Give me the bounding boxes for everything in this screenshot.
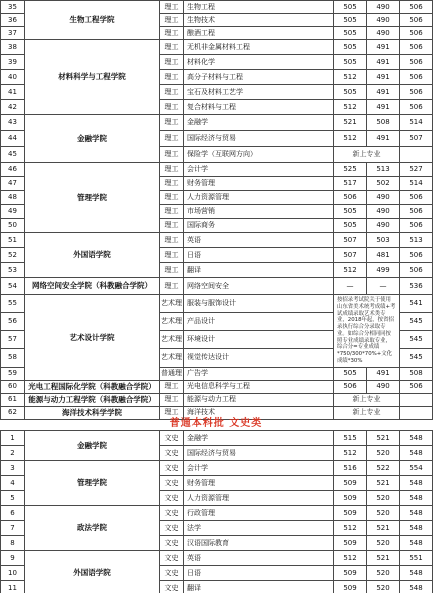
category-cell: 理工 [160, 219, 184, 233]
average-score: 545 [400, 349, 433, 367]
new-major-note: 新上专业 [334, 406, 400, 419]
major-name: 光电信息科学与工程 [184, 380, 334, 393]
highest-score: 512 [334, 100, 367, 115]
major-name: 翻译 [184, 581, 334, 593]
category-cell: 理工 [160, 27, 184, 40]
row-number: 43 [1, 115, 25, 131]
major-name: 日语 [184, 248, 334, 263]
row-number: 36 [1, 14, 25, 27]
row-number: 2 [1, 446, 25, 461]
row-number: 8 [1, 536, 25, 551]
average-score: 507 [400, 131, 433, 147]
average-score: 514 [400, 115, 433, 131]
row-number: 50 [1, 219, 25, 233]
major-name: 复合材料与工程 [184, 100, 334, 115]
college-name: 外国语学院 [25, 233, 160, 278]
row-number: 57 [1, 331, 25, 349]
lowest-score: 491 [367, 85, 400, 100]
college-name: 管理学院 [25, 163, 160, 233]
highest-score: 505 [334, 205, 367, 219]
category-cell: 文史 [160, 476, 184, 491]
table-row [1, 295, 433, 313]
row-number: 38 [1, 40, 25, 55]
highest-score: 512 [334, 263, 367, 278]
average-score [400, 147, 433, 163]
row-number: 11 [1, 581, 25, 593]
highest-score: 505 [334, 14, 367, 27]
major-name: 能源与动力工程 [184, 393, 334, 406]
row-number: 6 [1, 506, 25, 521]
lowest-score: 490 [367, 205, 400, 219]
college-name: 光电工程国际化学院（科教融合学院） [25, 380, 160, 393]
highest-score: 521 [334, 115, 367, 131]
college-name: 海洋技术科学学院 [25, 406, 160, 419]
admission-table-arts [0, 430, 433, 593]
lowest-score: 520 [367, 566, 400, 581]
category-cell: 理工 [160, 163, 184, 177]
average-score: 506 [400, 248, 433, 263]
table-row [1, 163, 433, 177]
category-cell: 文史 [160, 536, 184, 551]
row-number: 44 [1, 131, 25, 147]
average-score: 508 [400, 367, 433, 380]
college-name: 金融学院 [25, 431, 160, 461]
category-cell: 文史 [160, 461, 184, 476]
category-cell: 文史 [160, 446, 184, 461]
highest-score: 509 [334, 581, 367, 593]
category-cell: 理工 [160, 40, 184, 55]
category-cell: 理工 [160, 380, 184, 393]
average-score: 548 [400, 446, 433, 461]
category-cell: 理工 [160, 131, 184, 147]
major-name: 国际经济与贸易 [184, 446, 334, 461]
lowest-score: 521 [367, 551, 400, 566]
highest-score: 512 [334, 551, 367, 566]
major-name: 无机非金属材料工程 [184, 40, 334, 55]
lowest-score: 522 [367, 461, 400, 476]
row-number: 41 [1, 85, 25, 100]
average-score: 527 [400, 163, 433, 177]
row-number: 61 [1, 393, 25, 406]
highest-score: 506 [334, 191, 367, 205]
major-name: 英语 [184, 233, 334, 248]
table-row [1, 393, 433, 406]
row-number: 45 [1, 147, 25, 163]
highest-score: 505 [334, 1, 367, 14]
lowest-score: 490 [367, 380, 400, 393]
average-score: 548 [400, 566, 433, 581]
average-score: 545 [400, 313, 433, 331]
category-cell: 理工 [160, 1, 184, 14]
lowest-score: 481 [367, 248, 400, 263]
row-number: 52 [1, 248, 25, 263]
table-row [1, 115, 433, 131]
major-name: 保险学（互联网方向） [184, 147, 334, 163]
highest-score: 525 [334, 163, 367, 177]
major-name: 国际经济与贸易 [184, 131, 334, 147]
category-cell: 理工 [160, 147, 184, 163]
row-number: 49 [1, 205, 25, 219]
highest-score: 507 [334, 233, 367, 248]
college-name: 能源与动力工程学院（科教融合学院） [25, 393, 160, 406]
highest-score: 509 [334, 506, 367, 521]
lowest-score: 490 [367, 219, 400, 233]
table-row [1, 380, 433, 393]
average-score: 551 [400, 551, 433, 566]
major-name: 行政管理 [184, 506, 334, 521]
highest-score: 512 [334, 446, 367, 461]
category-cell: 文史 [160, 521, 184, 536]
major-name: 会计学 [184, 461, 334, 476]
row-number: 47 [1, 177, 25, 191]
lowest-score: 490 [367, 14, 400, 27]
category-cell: 理工 [160, 70, 184, 85]
row-number: 62 [1, 406, 25, 419]
major-name: 海洋技术 [184, 406, 334, 419]
major-name: 宝石及材料工艺学 [184, 85, 334, 100]
highest-score: 516 [334, 461, 367, 476]
category-cell: 理工 [160, 85, 184, 100]
row-number: 7 [1, 521, 25, 536]
college-name: 生物工程学院 [25, 1, 160, 40]
average-score: 536 [400, 278, 433, 295]
average-score: 554 [400, 461, 433, 476]
highest-score: 509 [334, 566, 367, 581]
major-name: 环境设计 [184, 331, 334, 349]
major-name: 翻译 [184, 263, 334, 278]
category-cell: 理工 [160, 263, 184, 278]
lowest-score: 491 [367, 131, 400, 147]
row-number: 54 [1, 278, 25, 295]
major-name: 人力资源管理 [184, 491, 334, 506]
average-score: 541 [400, 295, 433, 313]
major-name: 广告学 [184, 367, 334, 380]
average-score: 548 [400, 506, 433, 521]
new-major-note: 新上专业 [334, 147, 400, 163]
category-cell: 艺术理 [160, 313, 184, 331]
lowest-score: 491 [367, 40, 400, 55]
category-cell: 理工 [160, 393, 184, 406]
major-name: 市场营销 [184, 205, 334, 219]
average-score: 506 [400, 263, 433, 278]
highest-score: 515 [334, 431, 367, 446]
category-cell: 艺术理 [160, 331, 184, 349]
lowest-score: 491 [367, 367, 400, 380]
college-name: 金融学院 [25, 115, 160, 163]
highest-score: 505 [334, 85, 367, 100]
college-name: 外国语学院 [25, 551, 160, 593]
average-score: 548 [400, 431, 433, 446]
major-name: 汉语国际教育 [184, 536, 334, 551]
category-cell: 理工 [160, 191, 184, 205]
average-score: 514 [400, 177, 433, 191]
highest-score: 517 [334, 177, 367, 191]
lowest-score: 521 [367, 521, 400, 536]
row-number: 51 [1, 233, 25, 248]
lowest-score: 491 [367, 70, 400, 85]
highest-score: 509 [334, 536, 367, 551]
major-name: 高分子材料与工程 [184, 70, 334, 85]
category-cell: 理工 [160, 278, 184, 295]
highest-score: — [334, 278, 367, 295]
major-name: 法学 [184, 521, 334, 536]
average-score: 506 [400, 27, 433, 40]
major-name: 金融学 [184, 431, 334, 446]
table-row [1, 1, 433, 14]
average-score: 545 [400, 331, 433, 349]
row-number: 37 [1, 27, 25, 40]
highest-score: 505 [334, 219, 367, 233]
lowest-score: 490 [367, 191, 400, 205]
row-number: 42 [1, 100, 25, 115]
lowest-score: 520 [367, 581, 400, 593]
lowest-score: 520 [367, 446, 400, 461]
lowest-score: 508 [367, 115, 400, 131]
average-score: 506 [400, 14, 433, 27]
major-name: 服装与服饰设计 [184, 295, 334, 313]
highest-score: 506 [334, 380, 367, 393]
lowest-score: 490 [367, 1, 400, 14]
highest-score: 505 [334, 40, 367, 55]
major-name: 会计学 [184, 163, 334, 177]
table-row [1, 551, 433, 566]
highest-score: 512 [334, 131, 367, 147]
highest-score: 507 [334, 248, 367, 263]
average-score: 506 [400, 40, 433, 55]
lowest-score: 521 [367, 476, 400, 491]
average-score: 548 [400, 476, 433, 491]
highest-score: 505 [334, 367, 367, 380]
row-number: 3 [1, 461, 25, 476]
category-cell: 文史 [160, 581, 184, 593]
category-cell: 文史 [160, 491, 184, 506]
row-number: 10 [1, 566, 25, 581]
row-number: 53 [1, 263, 25, 278]
average-score: 548 [400, 521, 433, 536]
major-name: 财务管理 [184, 476, 334, 491]
highest-score: 512 [334, 70, 367, 85]
table-row [1, 431, 433, 446]
table-row [1, 461, 433, 476]
major-name: 国际商务 [184, 219, 334, 233]
major-name: 酿酒工程 [184, 27, 334, 40]
table-row [1, 233, 433, 248]
row-number: 9 [1, 551, 25, 566]
row-number: 4 [1, 476, 25, 491]
average-score: 506 [400, 205, 433, 219]
category-cell: 文史 [160, 506, 184, 521]
lowest-score: 513 [367, 163, 400, 177]
category-cell: 理工 [160, 177, 184, 191]
category-cell: 文史 [160, 566, 184, 581]
average-score: 506 [400, 55, 433, 70]
average-score: 506 [400, 1, 433, 14]
category-cell: 理工 [160, 55, 184, 70]
lowest-score: 499 [367, 263, 400, 278]
category-cell: 理工 [160, 406, 184, 419]
row-number: 39 [1, 55, 25, 70]
major-name: 材料化学 [184, 55, 334, 70]
average-score [400, 393, 433, 406]
lowest-score: 521 [367, 431, 400, 446]
lowest-score: 520 [367, 536, 400, 551]
major-name: 财务管理 [184, 177, 334, 191]
row-number: 46 [1, 163, 25, 177]
lowest-score: 491 [367, 55, 400, 70]
row-number: 48 [1, 191, 25, 205]
major-name: 人力资源管理 [184, 191, 334, 205]
major-name: 生物技术 [184, 14, 334, 27]
table-row [1, 40, 433, 55]
average-score: 506 [400, 191, 433, 205]
row-number: 1 [1, 431, 25, 446]
lowest-score: 503 [367, 233, 400, 248]
highest-score: 505 [334, 27, 367, 40]
college-name: 网络空间安全学院（科教融合学院） [25, 278, 160, 295]
major-name: 金融学 [184, 115, 334, 131]
category-cell: 理工 [160, 248, 184, 263]
average-score: 506 [400, 70, 433, 85]
category-cell: 理工 [160, 115, 184, 131]
art-admission-note: 按招录考试院关于使用山东省美术统考成绩+考试成绩录取艺术类专业，2018年起，按省招录执行综合分录取专业。如综合分相同同按照专业成绩录取专业，综合分=专业成绩*750/300*70%+文化成绩*30% [334, 295, 400, 368]
category-cell: 艺术理 [160, 295, 184, 313]
major-name: 产品设计 [184, 313, 334, 331]
row-number: 60 [1, 380, 25, 393]
section-title: 普通本科批 文史类 [169, 418, 263, 429]
lowest-score: 490 [367, 27, 400, 40]
row-number: 55 [1, 295, 25, 313]
lowest-score: 520 [367, 491, 400, 506]
major-name: 英语 [184, 551, 334, 566]
major-name: 视觉传达设计 [184, 349, 334, 367]
major-name: 网络空间安全 [184, 278, 334, 295]
lowest-score: 491 [367, 100, 400, 115]
highest-score: 505 [334, 55, 367, 70]
highest-score: 512 [334, 521, 367, 536]
lowest-score: 520 [367, 506, 400, 521]
category-cell: 文史 [160, 431, 184, 446]
college-name: 政法学院 [25, 506, 160, 551]
category-cell: 文史 [160, 551, 184, 566]
average-score: 506 [400, 219, 433, 233]
average-score: 548 [400, 491, 433, 506]
average-score: 506 [400, 85, 433, 100]
lowest-score: 502 [367, 177, 400, 191]
category-cell: 理工 [160, 14, 184, 27]
row-number: 56 [1, 313, 25, 331]
row-number: 58 [1, 349, 25, 367]
category-cell: 理工 [160, 233, 184, 248]
lowest-score: — [367, 278, 400, 295]
college-name: 艺术设计学院 [25, 295, 160, 381]
row-number: 40 [1, 70, 25, 85]
average-score: 548 [400, 581, 433, 593]
category-cell: 理工 [160, 205, 184, 219]
average-score: 548 [400, 536, 433, 551]
highest-score: 509 [334, 476, 367, 491]
college-name: 材料科学与工程学院 [25, 40, 160, 115]
category-cell: 理工 [160, 100, 184, 115]
college-name: 管理学院 [25, 461, 160, 506]
new-major-note: 新上专业 [334, 393, 400, 406]
average-score: 506 [400, 380, 433, 393]
average-score: 506 [400, 100, 433, 115]
major-name: 生物工程 [184, 1, 334, 14]
row-number: 5 [1, 491, 25, 506]
category-cell: 艺术理 [160, 349, 184, 367]
category-cell: 普通理 [160, 367, 184, 380]
major-name: 日语 [184, 566, 334, 581]
highest-score: 509 [334, 491, 367, 506]
table-row [1, 278, 433, 295]
row-number: 35 [1, 1, 25, 14]
table-row [1, 506, 433, 521]
row-number: 59 [1, 367, 25, 380]
average-score: 513 [400, 233, 433, 248]
